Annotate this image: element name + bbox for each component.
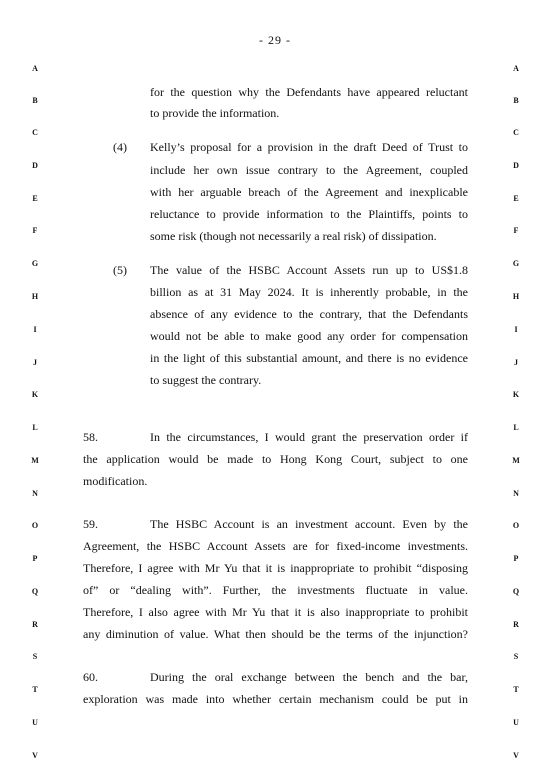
paragraph-number: 59. [83,517,98,531]
margin-letter: V [32,751,38,760]
text-line: modification. [83,474,148,488]
margin-letter: J [33,358,37,367]
margin-letter: E [513,194,519,203]
text-line: some risk (though not necessarily a real risk) of dissipation. [150,229,437,243]
text-line: Kelly’s proposal for a provision in the draft Deed of Trust to [150,140,468,154]
margin-letter: L [32,423,38,432]
margin-letter: A [513,64,519,73]
margin-letter: E [32,194,38,203]
text-line: with her arguable breach of the Agreement and inexplicable [150,185,468,199]
margin-letter: J [514,358,518,367]
text-line: exploration was made into whether certain mechanism could be put in [83,692,468,706]
text-line: to suggest the contrary. [150,373,262,387]
text-line: During the oral exchange between the bench and the bar, [150,670,468,684]
margin-letter: T [513,685,519,694]
margin-letter: M [31,456,39,465]
text-line: to provide the information. [150,106,280,120]
margin-letter: A [32,64,38,73]
margin-letter: B [513,96,519,105]
margin-letter: T [32,685,38,694]
margin-letter: H [31,292,39,301]
text-line: for the question why the Defendants have appeared reluctant [150,85,468,99]
margin-letter: U [32,718,38,727]
text-line: The HSBC Account is an investment account. Even by the [150,517,468,531]
margin-letter: P [513,554,519,563]
text-line: would not be able to make good any order for compensation [150,329,468,343]
margin-letter: S [513,652,519,661]
margin-letter: I [514,325,518,334]
margin-letter: P [32,554,38,563]
margin-letter: C [513,128,519,137]
margin-letter: F [513,226,519,235]
text-line: reluctance to provide information to the Plaintiffs, points to [150,207,468,221]
margin-letter: K [512,390,520,399]
text-line: Therefore, I also agree with Mr Yu that it is also inappropriate to prohibit [83,605,468,619]
text-line: The value of the HSBC Account Assets run up to US$1.8 [150,263,468,277]
text-line: billion as at 31 May 2024. It is inherently probable, in the [150,285,468,299]
margin-letter: C [32,128,38,137]
margin-letter: S [32,652,38,661]
margin-letter: K [31,390,39,399]
margin-letter: Q [31,587,39,596]
text-line: of” or “dealing with”. Further, the investments fluctuate in value. [83,583,468,597]
margin-letter: B [32,96,38,105]
margin-letter: F [32,226,38,235]
margin-letter: O [512,521,520,530]
sub-item-marker: (4) [113,140,127,154]
margin-letter: L [513,423,519,432]
text-line: In the circumstances, I would grant the preservation order if [150,430,468,444]
paragraph-number: 58. [83,430,98,444]
margin-letter: D [513,161,519,170]
paragraph-number: 60. [83,670,98,684]
margin-letter: V [513,751,519,760]
text-line: Therefore, I agree with Mr Yu that it is inappropriate to prohibit “disposing [83,561,468,575]
text-line: include her own issue contrary to the Agreement, coupled [150,163,468,177]
margin-letter: M [512,456,520,465]
margin-letter: D [32,161,38,170]
margin-letter: R [513,620,519,629]
text-line: the application would be made to Hong Kong Court, subject to one [83,452,468,466]
sub-item-marker: (5) [113,263,127,277]
margin-letter: G [512,259,520,268]
page-number: - 29 - [259,33,291,47]
margin-letter: Q [512,587,520,596]
margin-letter: G [31,259,39,268]
margin-letter: U [513,718,519,727]
margin-letter: R [32,620,38,629]
margin-letter: O [31,521,39,530]
text-line: Agreement, the HSBC Account Assets are for fixed-income investments. [83,539,468,553]
margin-letter: N [32,489,38,498]
text-line: absence of any evidence to the contrary, that the Defendants [150,307,468,321]
text-line: any diminution of value. What then should be the terms of the injunction? [83,627,468,641]
margin-letter: H [512,292,520,301]
text-line: in the light of this substantial amount, and there is no evidence [150,351,468,365]
margin-letter: N [513,489,519,498]
margin-letter: I [33,325,37,334]
